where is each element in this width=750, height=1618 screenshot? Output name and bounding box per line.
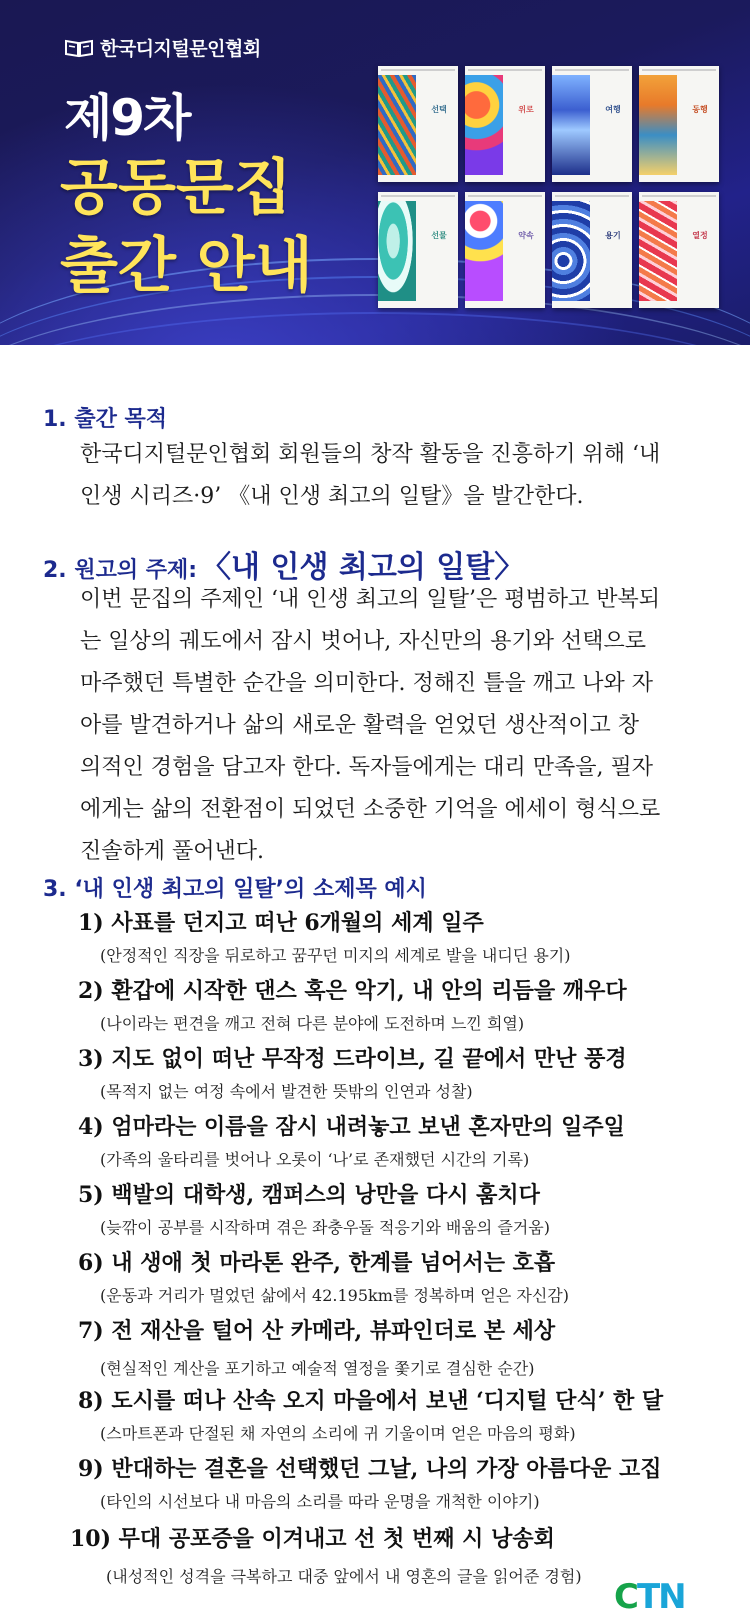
book-title: 용기 [605, 231, 621, 240]
list-item-note: (안정적인 직장을 뒤로하고 꿈꾸던 미지의 세계로 발을 내디딘 용기) [100, 946, 571, 965]
section-2-line: 마주했던 특별한 순간을 의미한다. 정해진 틀을 깨고 나와 자 [80, 671, 653, 696]
book-cover [639, 192, 719, 308]
list-item-title: 1) 사표를 던지고 떠난 6개월의 세계 일주 [78, 910, 484, 936]
book-cover [639, 66, 719, 182]
book-title: 위로 [518, 105, 534, 114]
book-title: 동행 [692, 105, 708, 114]
list-item-title: 6) 내 생애 첫 마라톤 완주, 한계를 넘어서는 호흡 [78, 1250, 556, 1276]
book-covers-grid [378, 66, 720, 308]
ctn-watermark-logo [614, 1577, 685, 1617]
list-item-note: (현실적인 계산을 포기하고 예술적 열정을 쫓기로 결심한 순간) [100, 1359, 535, 1378]
book-cover-art [552, 75, 590, 175]
list-item-note: (가족의 울타리를 벗어나 오롯이 ‘나’로 존재했던 시간의 기록) [100, 1150, 530, 1169]
section-2-line: 에게는 삶의 전환점이 되었던 소중한 기억을 에세이 형식으로 [80, 797, 661, 822]
headline-line-2: 출간 안내 [60, 231, 313, 301]
book-title: 약속 [518, 231, 534, 240]
list-item-note: (늦깎이 공부를 시작하며 겪은 좌충우돌 적응기와 배움의 즐거움) [100, 1218, 550, 1237]
section-1-body [80, 437, 720, 521]
book-cover [378, 192, 458, 308]
watermark-tn: TN [636, 1577, 685, 1617]
list-item-title: 5) 백발의 대학생, 캠퍼스의 낭만을 다시 훔치다 [78, 1182, 540, 1208]
edition-label: 제9차 [64, 89, 190, 147]
book-cover-art [465, 201, 503, 301]
book-title: 선택 [431, 105, 447, 114]
book-cover-art [639, 201, 677, 301]
headline-line-1: 공동문집 [60, 153, 292, 223]
list-item-note: (스마트폰과 단절된 채 자연의 소리에 귀 기울이며 얻은 마음의 평화) [100, 1424, 576, 1443]
header-banner [0, 0, 750, 345]
book-cover [378, 66, 458, 182]
section-2-line: 의적인 경험을 담고자 한다. 독자들에게는 대리 만족을, 필자 [80, 755, 653, 780]
list-item-note: (타인의 시선보다 내 마음의 소리를 따라 운명을 개척한 이야기) [100, 1492, 540, 1511]
org-name: 한국디지털문인협회 [100, 38, 261, 60]
book-cover-art [552, 201, 590, 301]
list-item-note: (운동과 거리가 멀었던 삶에서 42.195km를 정복하며 얻은 자신감) [100, 1286, 569, 1305]
list-item-title: 9) 반대하는 결혼을 선택했던 그날, 나의 가장 아름다운 고집 [78, 1456, 662, 1482]
section-2-line: 이번 문집의 주제인 ‘내 인생 최고의 일탈’은 평범하고 반복되 [80, 587, 660, 612]
list-item-note: (나이라는 편견을 깨고 전혀 다른 분야에 도전하며 느낀 희열) [100, 1014, 525, 1033]
watermark-c: C [614, 1577, 637, 1617]
book-cover-art [378, 75, 416, 175]
list-item-title: 8) 도시를 떠나 산속 오지 마을에서 보낸 ‘디지털 단식’ 한 달 [78, 1388, 664, 1414]
list-item-title: 2) 환갑에 시작한 댄스 혹은 악기, 내 안의 리듬을 깨우다 [78, 978, 627, 1004]
list-item-title: 3) 지도 없이 떠난 무작정 드라이브, 길 끝에서 만난 풍경 [78, 1046, 627, 1072]
book-cover [465, 66, 545, 182]
section-2-theme: 〈내 인생 최고의 일탈〉 [201, 550, 525, 585]
list-item-note: (목적지 없는 여정 속에서 발견한 뜻밖의 인연과 성찰) [100, 1082, 473, 1101]
open-book-icon [64, 38, 94, 58]
list-item-title: 7) 전 재산을 털어 산 카메라, 뷰파인더로 본 세상 [78, 1318, 556, 1344]
book-title: 선물 [431, 231, 447, 240]
book-cover-art [639, 75, 677, 175]
section-2-title [43, 542, 524, 586]
section-2-body [80, 582, 720, 876]
section-2-line: 진솔하게 풀어낸다. [80, 839, 265, 864]
list-item-title: 10) 무대 공포증을 이겨내고 선 첫 번째 시 낭송회 [70, 1526, 555, 1552]
section-2-title-prefix: 2. 원고의 주제: [43, 558, 198, 583]
section-1-line: 한국디지털문인협회 회원들의 창작 활동을 진흥하기 위해 ‘내 [80, 442, 661, 467]
section-1-title: 1. 출간 목적 [43, 407, 167, 432]
section-3-title: 3. ‘내 인생 최고의 일탈’의 소제목 예시 [43, 877, 427, 902]
list-item-title: 4) 엄마라는 이름을 잠시 내려놓고 보낸 혼자만의 일주일 [78, 1114, 625, 1140]
list-item-note: (내성적인 성격을 극복하고 대중 앞에서 내 영혼의 글을 읽어준 경험) [106, 1567, 582, 1586]
book-cover-art [378, 201, 416, 301]
book-title: 여행 [605, 105, 621, 114]
section-2-line: 아를 발견하거나 삶의 새로운 활력을 얻었던 생산적이고 창 [80, 713, 640, 738]
book-cover [552, 192, 632, 308]
book-cover [465, 192, 545, 308]
book-cover-art [465, 75, 503, 175]
section-1-line: 인생 시리즈·9’ 《내 인생 최고의 일탈》을 발간한다. [80, 484, 584, 509]
org-logo [64, 34, 261, 61]
book-title: 열정 [692, 231, 708, 240]
section-2-line: 는 일상의 궤도에서 잠시 벗어나, 자신만의 용기와 선택으로 [80, 629, 646, 654]
book-cover [552, 66, 632, 182]
